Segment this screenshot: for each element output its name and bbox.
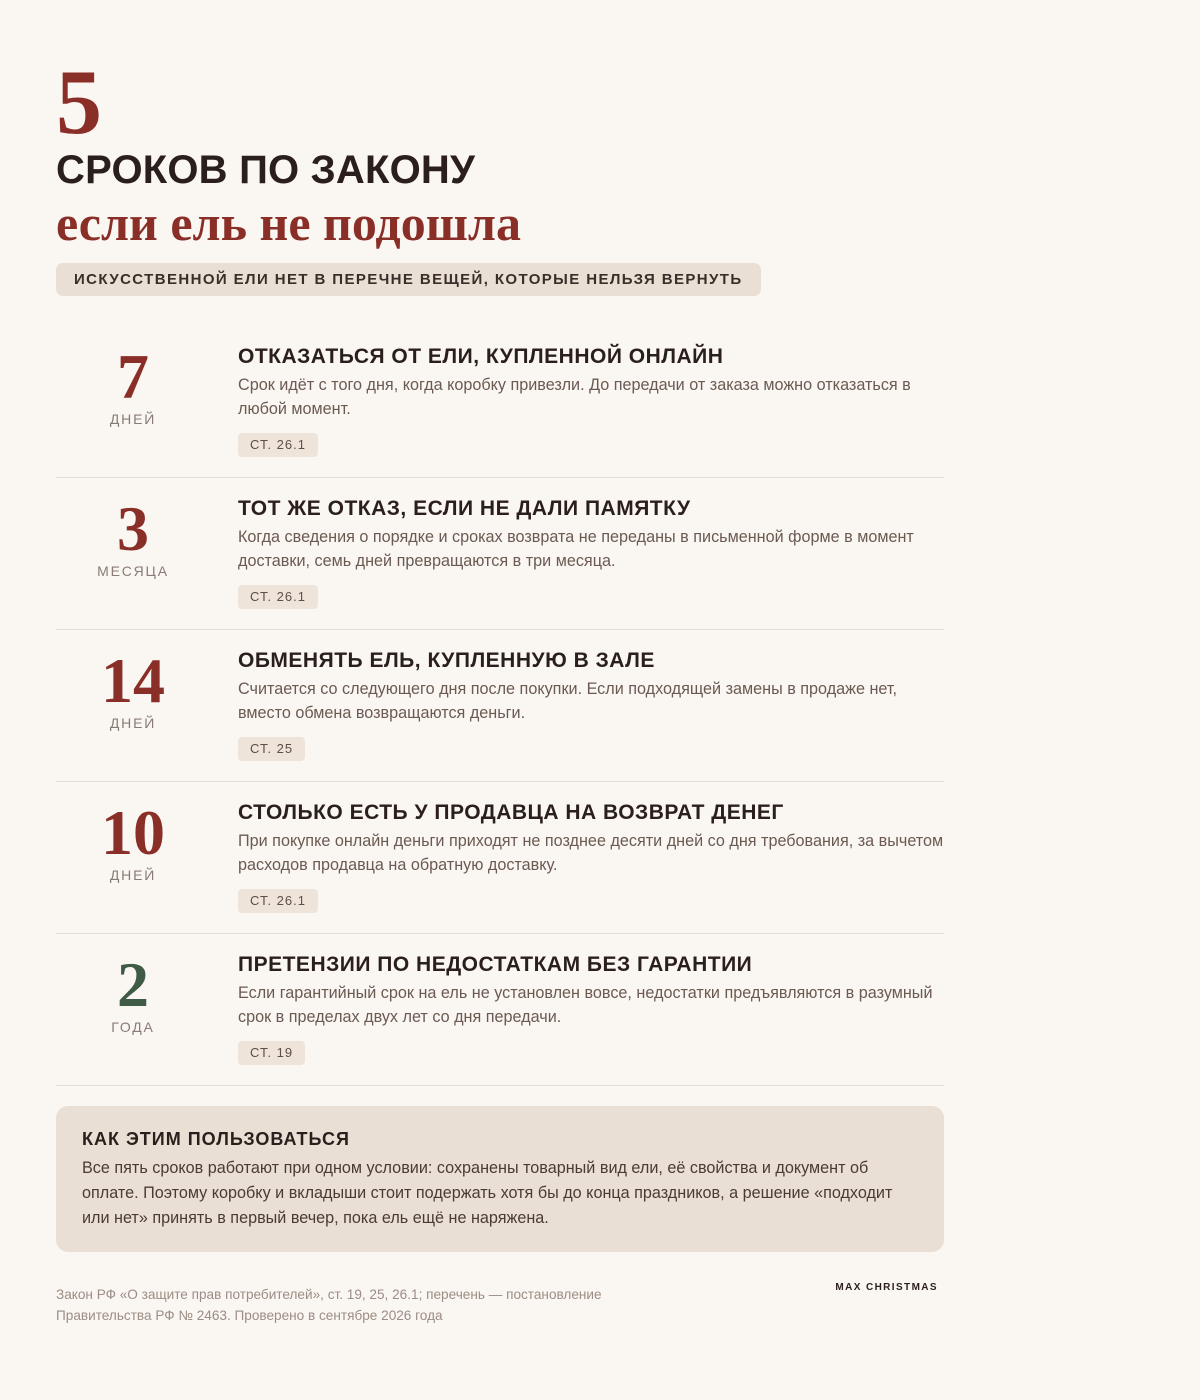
article-tag: СТ. 26.1 [238,433,318,457]
term-text: При покупке онлайн деньги приходят не позднее десяти дней со дня требования, за вычетом расходов продавца на обратную доставку. [238,832,944,874]
term-number: 7 [117,341,149,412]
term-title: СТОЛЬКО ЕСТЬ У ПРОДАВЦА НА ВОЗВРАТ ДЕНЕГ [238,801,784,824]
term-number: 14 [101,645,165,716]
term-content [238,343,944,457]
terms-list [56,326,944,1086]
term-content [238,951,944,1065]
hero-subtitle: если ель не подошла [56,195,521,251]
article-tag: СТ. 19 [238,1041,305,1065]
term-unit: ГОДА [111,1019,155,1035]
term-row [56,782,944,934]
term-content [238,647,944,761]
howto-title: КАК ЭТИМ ПОЛЬЗОВАТЬСЯ [82,1129,350,1149]
source-note: Закон РФ «О защите прав потребителей», ст. 19, 25, 26.1; перечень — постановление Правительства РФ № 2463. Проверено в сентябре 2026 года [56,1287,602,1323]
term-number-block [56,645,210,732]
hero-title: СРОКОВ ПО ЗАКОНУ [56,148,476,192]
article-tag: СТ. 26.1 [238,585,318,609]
term-number-block [56,949,210,1036]
article-tag: СТ. 26.1 [238,889,318,913]
term-unit: МЕСЯЦА [97,563,169,579]
howto-panel [56,1106,944,1252]
term-content [238,799,944,913]
term-title: ТОТ ЖЕ ОТКАЗ, ЕСЛИ НЕ ДАЛИ ПАМЯТКУ [238,497,691,520]
hero-banner: ИСКУССТВЕННОЙ ЕЛИ НЕТ В ПЕРЕЧНЕ ВЕЩЕЙ, КОТОРЫЕ НЕЛЬЗЯ ВЕРНУТЬ [56,263,761,296]
term-text: Когда сведения о порядке и сроках возврата не переданы в письменной форме в момент доставки, семь дней превращаются в три месяца. [238,528,914,570]
term-title: ОБМЕНЯТЬ ЕЛЬ, КУПЛЕННУЮ В ЗАЛЕ [238,649,655,672]
term-number-block [56,493,210,580]
term-row [56,934,944,1086]
term-row [56,478,944,630]
term-number: 2 [117,949,149,1020]
term-content [238,495,944,609]
term-text: Считается со следующего дня после покупки. Если подходящей замены в продаже нет, вместо обмена возвращаются деньги. [238,680,898,722]
term-row [56,326,944,478]
term-unit: ДНЕЙ [109,715,157,731]
term-row [56,630,944,782]
term-number-block [56,797,210,884]
term-number-block [56,341,210,428]
term-title: ПРЕТЕНЗИИ ПО НЕДОСТАТКАМ БЕЗ ГАРАНТИИ [238,953,753,976]
term-text: Срок идёт с того дня, когда коробку привезли. До передачи от заказа можно отказаться в любой момент. [238,376,911,418]
term-text: Если гарантийный срок на ель не установлен вовсе, недостатки предъявляются в разумный срок в пределах двух лет со дня передачи. [238,984,933,1026]
term-title: ОТКАЗАТЬСЯ ОТ ЕЛИ, КУПЛЕННОЙ ОНЛАЙН [238,345,724,368]
brand-logo: MAX CHRISTMAS [835,1282,938,1293]
hero-number: 5 [56,51,102,153]
howto-text: Все пять сроков работают при одном условии: сохранены товарный вид ели, её свойства и документ об оплате. Поэтому коробку и вкладыши стоит подержать хотя бы до конца праздников, а решение «подходит или нет» принять в первый вечер, пока ель ещё не наряжена. [82,1159,893,1227]
article-tag: СТ. 25 [238,737,305,761]
term-number: 10 [101,797,165,868]
term-unit: ДНЕЙ [109,411,157,427]
term-number: 3 [117,493,149,564]
term-unit: ДНЕЙ [109,867,157,883]
